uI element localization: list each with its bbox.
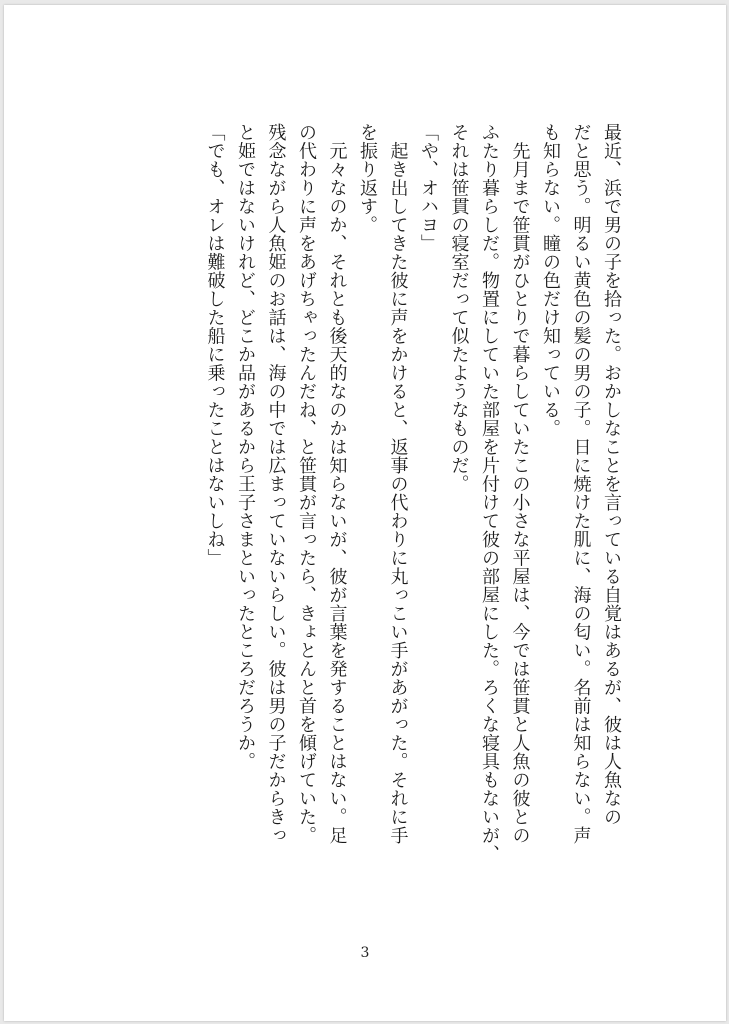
text-line: の代わりに声をあげちゃったんだね、と笹貫が言ったら、きょとんと首を傾げていた。 [296,123,317,845]
vertical-text-body [199,123,626,913]
text-line: と姫ではないけれど、どこか品があるから王子さまといったところだろうか。 [235,123,256,771]
text-line: 先月まで笹貫がひとりで暮らしていたこの小さな平屋は、今では笹貫と人魚の彼との [509,123,531,845]
text-line: ふたり暮らしだ。物置にしていた部屋を片付けて彼の部屋にした。ろくな寝具もないが、 [479,123,500,863]
page-number: 3 [360,945,370,961]
text-line: を振り返す。 [357,123,378,234]
text-line: 元々なのか、それとも後天的なのかは知らないが、彼が言葉を発することはない。足 [326,123,348,845]
book-page [4,5,726,1021]
text-line: それは笹貫の寝室だって似たようなものだ。 [448,123,470,493]
text-line: だと思う。明るい黄色の髪の男の子。日に焼けた肌に、海の匂い。名前は知らない。声 [570,123,592,845]
text-line: も知らない。瞳の色だけ知っている。 [540,123,561,438]
text-line: 最近、浜で男の子を拾った。おかしなことを言っている自覚はあるが、彼は人魚なの [601,123,622,826]
text-line: 「や、オハヨ」 [418,123,439,253]
text-line: 起き出してきた彼に声をかけると、返事の代わりに丸っこい手があがった。それに手 [387,123,409,845]
text-line: 残念ながら人魚姫のお話は、海の中では広まっていないらしい。彼は男の子だからきっ [265,123,287,845]
text-line: 「でも、オレは難破した船に乗ったことはないしね」 [204,123,226,567]
